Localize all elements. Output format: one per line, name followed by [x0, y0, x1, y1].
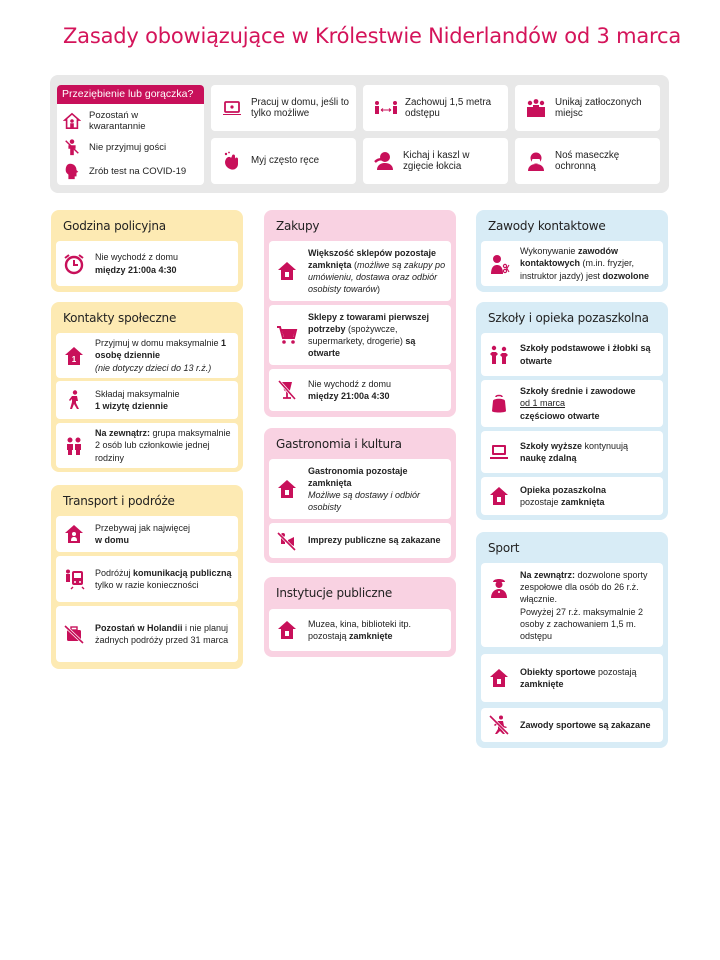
- list-item: Muzea, kina, biblioteki itp. pozostają zamknięte: [269, 609, 451, 651]
- fever-card: [57, 85, 204, 185]
- laptop-study-icon: [488, 441, 510, 463]
- house-person-icon: [63, 112, 81, 130]
- section-title: Sport: [488, 541, 520, 555]
- section-title: Szkoły i opieka pozaszkolna: [488, 311, 649, 325]
- section-contact-jobs: [476, 210, 668, 292]
- list-item: 1 Przyjmuj w domu maksymalnie 1 osobę dziennie (nie dotyczy dzieci do 13 r.ż.): [56, 333, 238, 378]
- section-title: Transport i podróże: [63, 494, 175, 508]
- section-transport: [51, 485, 243, 669]
- section-title: Gastronomia i kultura: [276, 437, 402, 451]
- fever-item-quarantine: Pozostań w kwarantannie: [63, 110, 179, 132]
- face-mask-icon: [525, 150, 547, 172]
- stay-home-icon: [63, 523, 85, 545]
- list-item: Szkoły wyższe kontynuują naukę zdalną: [481, 431, 663, 473]
- section-title: Godzina policyjna: [63, 219, 166, 233]
- section-schools: [476, 302, 668, 520]
- section-title: Kontakty społeczne: [63, 311, 177, 325]
- list-item: Obiekty sportowe pozostają zamknięte: [481, 654, 663, 702]
- section-title: Instytucje publiczne: [276, 586, 393, 600]
- tip-wash-hands: Myj często ręce: [211, 138, 356, 184]
- shopping-cart-icon: [276, 324, 298, 346]
- walking-person-icon: [63, 389, 85, 411]
- section-gastronomy: [264, 428, 456, 563]
- svg-text:1: 1: [71, 354, 77, 364]
- list-item: Imprezy publiczne są zakazane: [269, 523, 451, 558]
- section-curfew: [51, 210, 243, 292]
- no-alcohol-icon: [276, 379, 298, 401]
- tip-avoid-crowds: Unikaj zatłoczonych miejsc: [515, 85, 660, 131]
- section-institutions: [264, 577, 456, 657]
- childcare-house-icon: [488, 485, 510, 507]
- restaurant-house-icon: [276, 478, 298, 500]
- section-social: [51, 302, 243, 472]
- list-item: Sklepy z towarami pierwszej potrzeby (spożywcze, supermarkety, drogerie) są otwarte: [269, 305, 451, 365]
- train-icon: [63, 568, 85, 590]
- crowd-icon: [525, 97, 547, 119]
- cough-elbow-icon: [373, 150, 395, 172]
- tip-cough-elbow: Kichaj i kaszl w zgięcie łokcia: [363, 138, 508, 184]
- list-item: Składaj maksymalnie 1 wizytę dziennie: [56, 381, 238, 419]
- section-title: Zawody kontaktowe: [488, 219, 606, 233]
- list-item: Szkoły podstawowe i żłobki są otwarte: [481, 333, 663, 376]
- list-item: Wykonywanie zawodów kontaktowych (m.in. fryzjer, instruktor jazdy) jest dozwolone: [481, 241, 663, 286]
- list-item: Większość sklepów pozostaje zamknięta (możliwe są zakupy po umówieniu, dostawa oraz odbiór osobisty towarów): [269, 241, 451, 301]
- shop-house-icon: [276, 260, 298, 282]
- no-travel-icon: [63, 623, 85, 645]
- backpack-icon: [488, 393, 510, 415]
- list-item: Pozostań w Holandii i nie planuj żadnych podróży przed 31 marca: [56, 606, 238, 662]
- sports-house-icon: [488, 667, 510, 689]
- museum-house-icon: [276, 619, 298, 641]
- tip-distance: Zachowuj 1,5 metra odstępu: [363, 85, 508, 131]
- no-sports-icon: [488, 714, 510, 736]
- tip-work-from-home: Pracuj w domu, jeśli to tylko możliwe: [211, 85, 356, 131]
- section-sport: [476, 532, 668, 748]
- wash-hands-icon: [221, 150, 243, 172]
- list-item: Nie wychodź z domu między 21:00a 4:30: [269, 369, 451, 411]
- laptop-icon: [221, 97, 243, 119]
- tip-face-mask: Noś maseczkę ochronną: [515, 138, 660, 184]
- two-people-icon: [63, 435, 85, 457]
- list-item: Podróżuj komunikacją publiczną tylko w razie konieczności: [56, 556, 238, 602]
- list-item: Na zewnątrz: grupa maksymalnie 2 osób lub członkowie jednej rodziny: [56, 423, 238, 468]
- fever-header: Przeziębienie lub gorączka?: [57, 85, 204, 104]
- coach-icon: [488, 577, 510, 599]
- fever-item-no-guests: Nie przyjmuj gości: [63, 138, 166, 156]
- no-guests-icon: [63, 138, 81, 156]
- hairdresser-icon: [488, 253, 510, 275]
- house-one-icon: [63, 345, 85, 367]
- list-item: Opieka pozaszkolna pozostaje zamknięta: [481, 477, 663, 515]
- distance-icon: [373, 97, 399, 119]
- covid-test-icon: [63, 162, 81, 180]
- list-item: Przebywaj jak najwięcej w domu: [56, 516, 238, 552]
- list-item: Na zewnątrz: dozwolone sporty zespołowe dla osób do 26 r.ż. włącznie. Powyżej 27 r.ż. maksymalnie 2 osoby z zachowaniem 1,5 m. odstępu: [481, 563, 663, 647]
- alarm-clock-icon: [63, 253, 85, 275]
- section-shopping: [264, 210, 456, 417]
- list-item: Nie wychodź z domu między 21:00a 4:30: [56, 241, 238, 286]
- list-item: Zawody sportowe są zakazane: [481, 708, 663, 742]
- list-item: Szkoły średnie i zawodowe od 1 marca częściowo otwarte: [481, 380, 663, 427]
- fever-item-test: Zrób test na COVID-19: [63, 162, 186, 180]
- section-title: Zakupy: [276, 219, 320, 233]
- no-events-icon: [276, 530, 298, 552]
- list-item: Gastronomia pozostaje zamknięta Możliwe są dostawy i odbiór osobisty: [269, 459, 451, 519]
- page-title: Zasady obowiązujące w Królestwie Niderlandów od 3 marca: [63, 24, 682, 48]
- children-icon: [488, 344, 510, 366]
